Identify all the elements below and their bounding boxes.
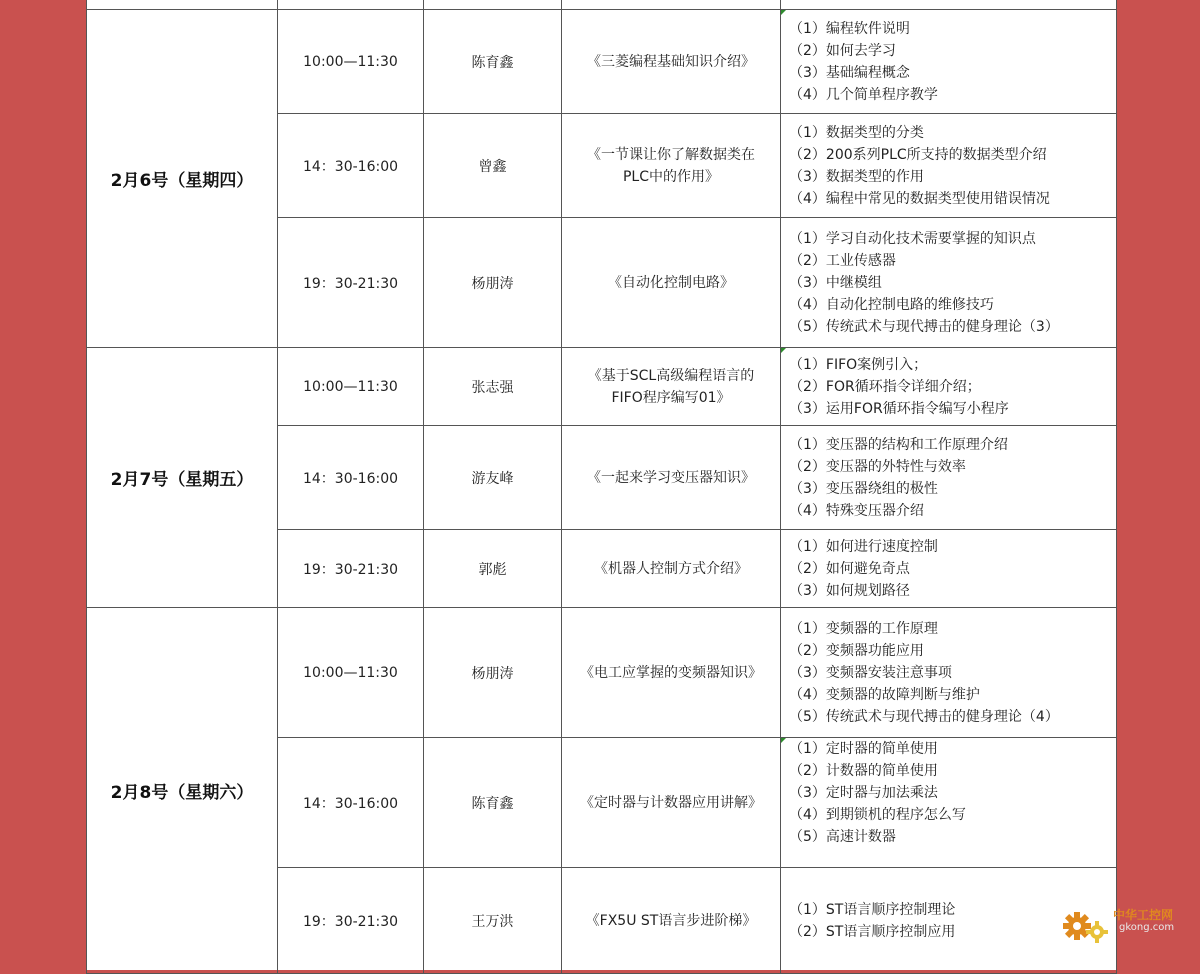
session-time: 14：30-16:00: [278, 426, 424, 530]
content-line: （3）数据类型的作用: [789, 168, 924, 185]
session-title: 《一起来学习变压器知识》: [562, 426, 781, 530]
session-content: [781, 426, 1117, 530]
content-line: （2）如何去学习: [789, 42, 896, 59]
content-line: （2）变压器的外特性与效率: [789, 458, 966, 475]
session-time: 10:00—11:30: [278, 348, 424, 426]
session-teacher: 陈育鑫: [424, 10, 562, 114]
session-title: 《三菱编程基础知识介绍》: [562, 10, 781, 114]
content-line: （4）几个简单程序教学: [789, 86, 938, 103]
content-line: （4）变频器的故障判断与维护: [789, 686, 980, 703]
content-line: （1）FIFO案例引入；: [789, 356, 928, 373]
session-title: 《FX5U ST语言步进阶梯》: [562, 868, 781, 974]
content-line: （4）特殊变压器介绍: [789, 502, 924, 519]
content-line: （4）到期锁机的程序怎么写: [789, 807, 966, 823]
content-line: （1）ST语言顺序控制理论: [789, 901, 956, 918]
content-line: （5）传统武术与现代搏击的健身理论（4）: [789, 708, 1059, 725]
session-time: 10:00—11:30: [278, 10, 424, 114]
day-label: 2月8号（星期六）: [87, 608, 278, 974]
content-line: （3）运用FOR循环指令编写小程序: [789, 400, 1009, 417]
content-line: （1）如何进行速度控制: [789, 538, 938, 555]
day-label: 2月6号（星期四）: [87, 10, 278, 348]
watermark-name: 中华工控网: [1113, 908, 1174, 922]
content-line: （2）变频器功能应用: [789, 642, 924, 659]
session-content: [781, 348, 1117, 426]
session-teacher: 游友峰: [424, 426, 562, 530]
content-line: （2）如何避免奇点: [789, 560, 910, 577]
session-time: 19：30-21:30: [278, 868, 424, 974]
content-line: （2）计数器的简单使用: [789, 763, 938, 779]
session-time: 19：30-21:30: [278, 530, 424, 608]
session-content: [781, 608, 1117, 738]
session-content: [781, 530, 1117, 608]
content-line: （4）编程中常见的数据类型使用错误情况: [789, 190, 1050, 207]
session-teacher: 曾鑫: [424, 114, 562, 218]
session-time: 10:00—11:30: [278, 608, 424, 738]
day-label: 2月7号（星期五）: [87, 348, 278, 608]
content-line: （3）定时器与加法乘法: [789, 785, 938, 801]
content-line: （1）编程软件说明: [789, 20, 910, 37]
session-title: 《基于SCL高级编程语言的FIFO程序编写01》: [562, 348, 781, 426]
content-line: （4）自动化控制电路的维修技巧: [789, 296, 994, 313]
watermark: [1061, 906, 1186, 946]
session-teacher: 王万洪: [424, 868, 562, 974]
session-time: 14：30-16:00: [278, 114, 424, 218]
content-line: （2）工业传感器: [789, 252, 896, 269]
session-content: [781, 114, 1117, 218]
content-line: （3）变频器安装注意事项: [789, 664, 952, 681]
table-row: [87, 348, 1117, 426]
table-row: [87, 608, 1117, 738]
content-line: （5）传统武术与现代搏击的健身理论（3）: [789, 318, 1059, 335]
session-title: 《一节课让你了解数据类在PLC中的作用》: [562, 114, 781, 218]
content-line: （1）定时器的简单使用: [789, 741, 938, 757]
session-time: 14：30-16:00: [278, 738, 424, 868]
content-line: （3）中继模组: [789, 274, 882, 291]
session-teacher: 陈育鑫: [424, 738, 562, 868]
session-content: [781, 738, 1117, 868]
table-row: [87, 10, 1117, 114]
content-line: （2）200系列PLC所支持的数据类型介绍: [789, 146, 1047, 163]
session-time: 19：30-21:30: [278, 218, 424, 348]
session-teacher: 张志强: [424, 348, 562, 426]
content-line: （1）学习自动化技术需要掌握的知识点: [789, 230, 1036, 247]
content-line: （3）基础编程概念: [789, 64, 910, 81]
session-content: [781, 218, 1117, 348]
content-line: （1）变频器的工作原理: [789, 620, 938, 637]
session-teacher: 郭彪: [424, 530, 562, 608]
table-row-top-edge: [87, 0, 1117, 10]
content-line: （1）变压器的结构和工作原理介绍: [789, 436, 1008, 453]
session-title: 《电工应掌握的变频器知识》: [562, 608, 781, 738]
session-title: 《定时器与计数器应用讲解》: [562, 738, 781, 868]
content-line: （3）如何规划路径: [789, 582, 910, 599]
content-line: （2）ST语言顺序控制应用: [789, 923, 956, 940]
session-title: 《自动化控制电路》: [562, 218, 781, 348]
watermark-url: gkong.com: [1119, 922, 1175, 933]
session-content: [781, 10, 1117, 114]
session-teacher: 杨朋涛: [424, 608, 562, 738]
content-line: （1）数据类型的分类: [789, 124, 924, 141]
schedule-table: [86, 0, 1117, 974]
content-line: （2）FOR循环指令详细介绍；: [789, 378, 981, 395]
session-teacher: 杨朋涛: [424, 218, 562, 348]
session-title: 《机器人控制方式介绍》: [562, 530, 781, 608]
content-line: （3）变压器绕组的极性: [789, 480, 938, 497]
gear-icon: [1061, 906, 1109, 946]
content-line: （5）高速计数器: [789, 829, 896, 845]
